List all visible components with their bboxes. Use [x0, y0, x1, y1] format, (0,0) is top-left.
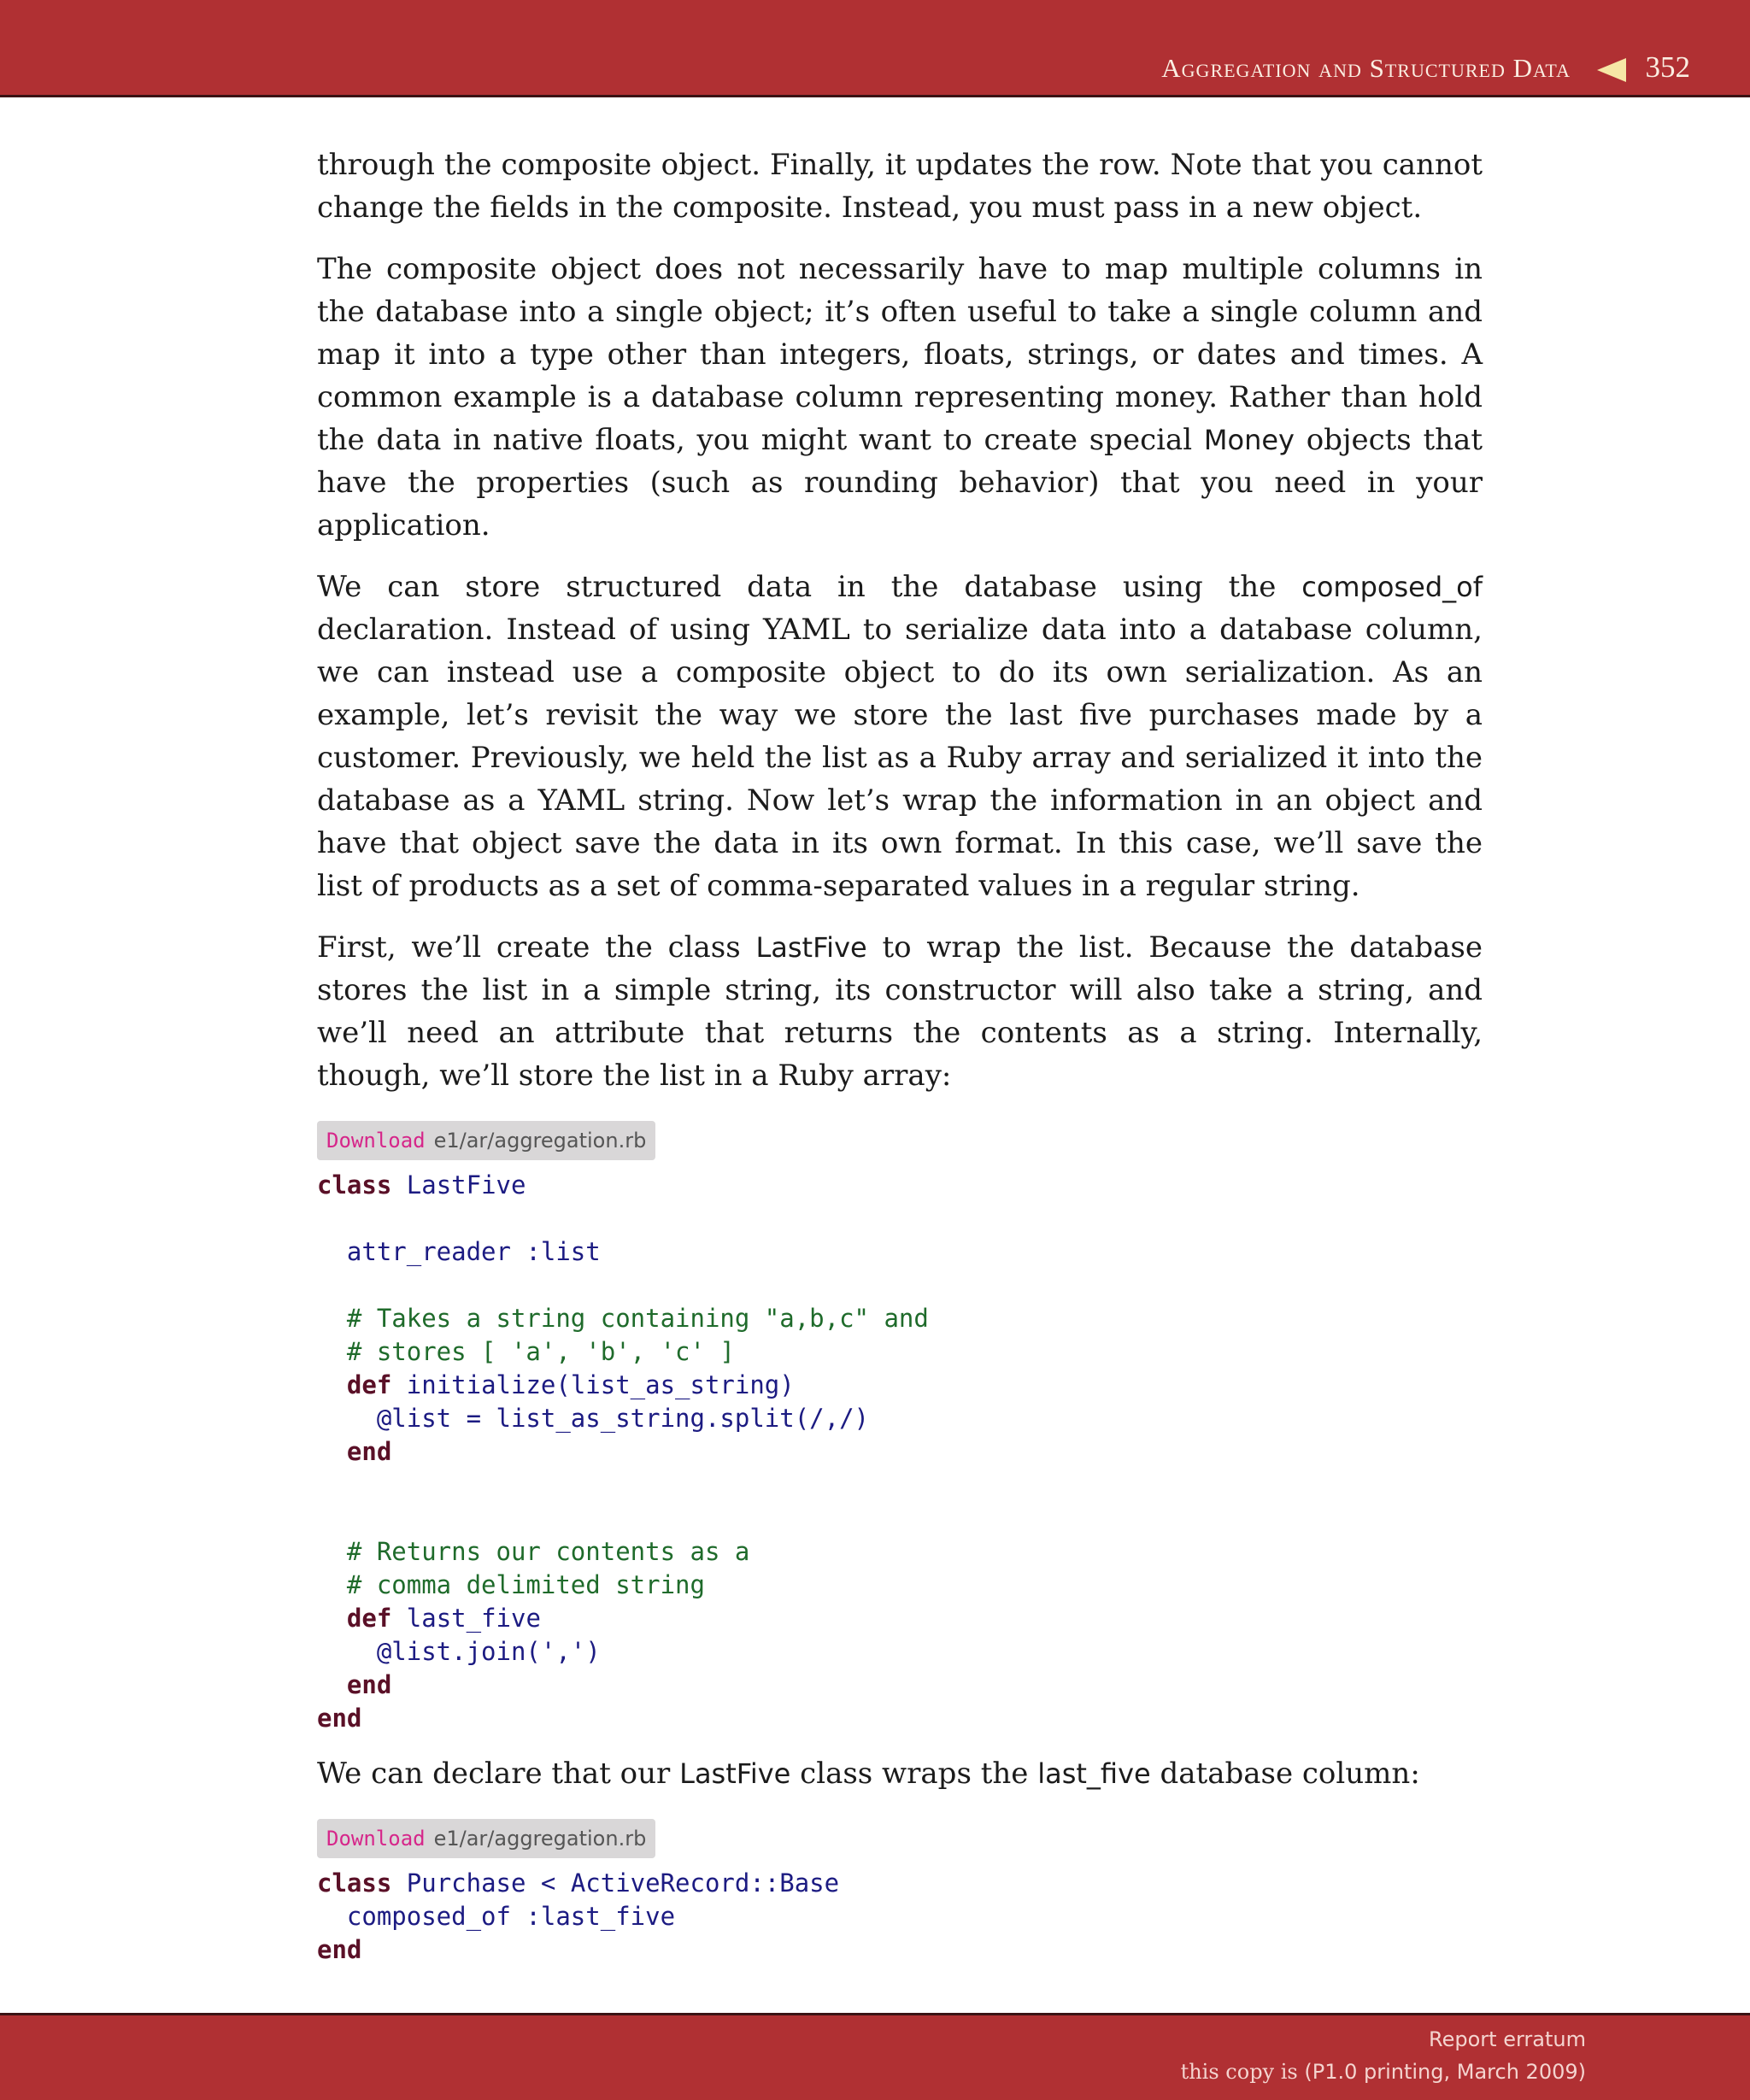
code-line [317, 1369, 1483, 1402]
page-header [0, 0, 1750, 97]
code-token: composed_of :last_five [317, 1902, 676, 1931]
paragraph: through the composite object. Finally, it updates the row. Note that you cannot change the fields in the composite. Instead, you must pass in a new object. [317, 148, 1483, 225]
inline-code: LastFive [755, 931, 867, 964]
code-token: LastFive [391, 1170, 526, 1200]
chapter-title: Aggregation and Structured Data [1161, 53, 1571, 83]
download-label: Download [326, 1129, 426, 1153]
code-line [317, 1535, 1483, 1569]
code-line [317, 1669, 1483, 1702]
code-line [317, 1602, 1483, 1635]
code-token: # stores [ 'a', 'b', 'c' ] [317, 1337, 735, 1366]
report-erratum-link[interactable]: Report erratum [1429, 2027, 1586, 2051]
code-line [317, 1302, 1483, 1335]
code-token: class [317, 1868, 392, 1898]
code-token: def [317, 1370, 392, 1399]
code-token: @list = list_as_string.split(/,/) [317, 1404, 870, 1433]
paragraph: The composite object does not necessarily have to map multiple columns in the database into a single object; it’s often useful to take a single column and map it into a type other than integers, floats, strings, or dates and times. A common example is a database column representing money. Rather than hold the data in native floats, you might want to create special Money objects that have the properties (such as rounding behavior) that you need in your application. [317, 252, 1483, 543]
download-path: e1/ar/aggregation.rb [433, 1129, 647, 1153]
code-token: # Takes a string containing "a,b,c" and [317, 1304, 929, 1333]
code-line [317, 1402, 1483, 1435]
code-token: def [317, 1604, 392, 1633]
code-line [317, 1169, 1483, 1202]
code-line [317, 1900, 1483, 1933]
download-link[interactable] [317, 1121, 655, 1160]
code-line [317, 1635, 1483, 1669]
paragraph: We can declare that our LastFive class wraps the last_five database column: [317, 1757, 1420, 1791]
code-line [317, 1933, 1483, 1967]
code-token: initialize(list_as_string) [391, 1370, 795, 1399]
inline-code: LastFive [679, 1757, 791, 1790]
paragraph: We can store structured data in the database using the composed_of declaration. Instead of using YAML to serialize data into a database column, we can instead use a composite object to do its own serialization. As an example, let’s revisit the way we store the last five purchases made by a customer. Previously, we held the list as a Ruby array and serialized it into the database as a YAML string. Now let’s wrap the information in an object and have that object save the data in its own format. In this case, we’ll save the list of products as a set of comma-separated values in a regular string. [317, 570, 1483, 903]
code-line [317, 1269, 1483, 1302]
code-line [317, 1502, 1483, 1535]
page-footer [0, 2013, 1750, 2100]
inline-code: composed_of [1301, 571, 1483, 603]
inline-code: Money [1203, 424, 1295, 456]
code-token: end [317, 1704, 362, 1733]
code-block [317, 1169, 1483, 1735]
download-label: Download [326, 1827, 426, 1851]
code-line [317, 1435, 1483, 1469]
page-number: 352 [1645, 50, 1690, 84]
download-path: e1/ar/aggregation.rb [433, 1827, 647, 1851]
code-line [317, 1569, 1483, 1602]
code-line [317, 1702, 1483, 1735]
code-token: # comma delimited string [317, 1570, 705, 1599]
code-token: last_five [391, 1604, 541, 1633]
code-token: attr_reader :list [317, 1237, 601, 1266]
code-token: end [317, 1437, 392, 1466]
code-line [317, 1867, 1483, 1900]
code-line [317, 1235, 1483, 1269]
download-link[interactable] [317, 1819, 655, 1858]
code-token: end [317, 1670, 392, 1699]
paragraph: First, we’ll create the class LastFive to wrap the list. Because the database stores the list in a simple string, its constructor will also take a string, and we’ll need an attribute that returns the contents as a string. Internally, though, we’ll store the list in a Ruby array: [317, 930, 1483, 1093]
page-content [317, 144, 1483, 1984]
inline-code: last_five [1037, 1757, 1151, 1790]
code-line [317, 1202, 1483, 1235]
previous-page-arrow-icon[interactable] [1597, 58, 1626, 82]
code-line [317, 1335, 1483, 1369]
copy-info: this copy is (P1.0 printing, March 2009) [1180, 2060, 1586, 2084]
code-block [317, 1867, 1483, 1967]
code-token: @list.join(',') [317, 1637, 601, 1666]
code-token: # Returns our contents as a [317, 1537, 750, 1566]
code-line [317, 1469, 1483, 1502]
code-token: end [317, 1935, 362, 1964]
code-token: Purchase < ActiveRecord::Base [391, 1868, 840, 1898]
code-token: class [317, 1170, 392, 1200]
